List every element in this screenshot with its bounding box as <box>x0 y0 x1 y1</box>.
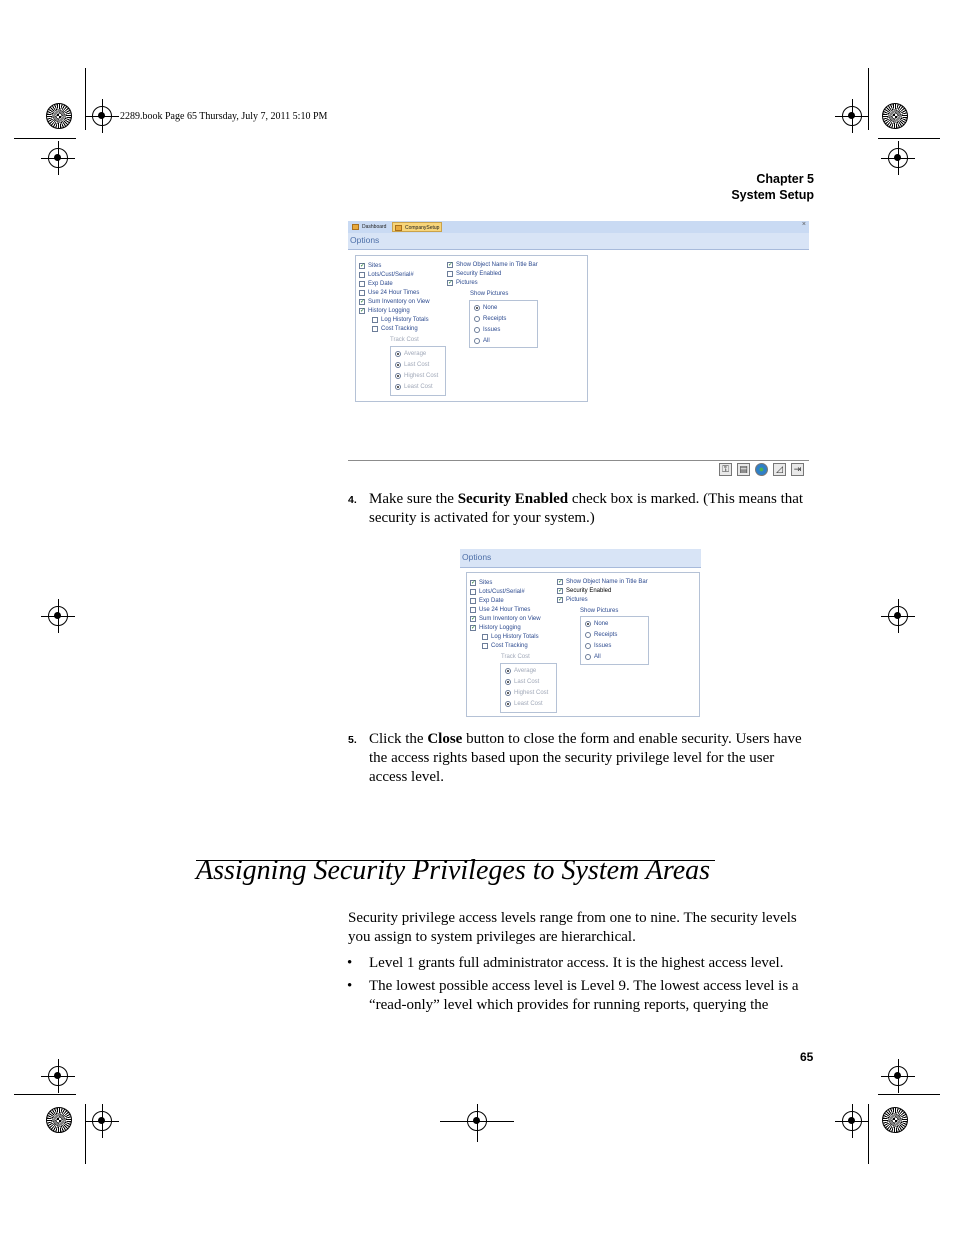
tab-company-setup[interactable]: CompanySetup <box>392 222 442 232</box>
book-meta: 2289.book Page 65 Thursday, July 7, 2011 5:10 PM <box>120 111 328 122</box>
registration-target-icon <box>92 106 112 126</box>
registration-target-icon <box>888 606 908 626</box>
registration-target-icon <box>48 606 68 626</box>
registration-target-icon <box>92 1111 112 1131</box>
globe-icon[interactable]: ● <box>755 463 768 476</box>
status-bar-divider <box>348 460 809 461</box>
log-history-totals-checkbox[interactable]: Log History Totals <box>482 633 539 641</box>
step-number: 4. <box>348 494 357 506</box>
track-cost-group <box>390 346 446 396</box>
log-history-totals-checkbox[interactable]: Log History Totals <box>372 316 429 324</box>
security-enabled-checkbox[interactable]: ✓ Security Enabled <box>557 587 611 595</box>
radio-least-cost[interactable]: Least Cost <box>395 383 433 391</box>
track-cost-label: Track Cost <box>501 654 530 660</box>
radio-highest-cost[interactable]: Highest Cost <box>395 372 438 380</box>
screenshot-options-security-enabled <box>460 549 701 718</box>
screenshot-company-setup <box>348 221 809 481</box>
radio-none[interactable]: None <box>585 620 608 628</box>
options-panel <box>355 255 588 402</box>
options-header: Options <box>348 233 809 250</box>
registration-target-icon <box>842 106 862 126</box>
cost-tracking-checkbox[interactable]: Cost Tracking <box>482 642 528 650</box>
view-icon[interactable]: ▤ <box>737 463 750 476</box>
section-title: Assigning Security Privileges to System Areas <box>196 855 711 886</box>
form-icon <box>352 224 359 230</box>
show-object-name-checkbox[interactable]: ✓ Show Object Name in Title Bar <box>557 578 648 586</box>
sum-inventory-checkbox[interactable]: ✓ Sum Inventory on View <box>470 615 541 623</box>
bullet-text: The lowest possible access level is Level 9. The lowest access level is a “read-only” level which provides for running reports, querying the <box>369 978 799 1013</box>
running-header <box>731 171 814 203</box>
key-icon[interactable]: ⚿ <box>719 463 732 476</box>
radio-highest-cost[interactable]: Highest Cost <box>505 689 548 697</box>
bullet-icon: • <box>347 978 353 994</box>
radio-none[interactable]: None <box>474 304 497 312</box>
show-object-name-checkbox[interactable]: ✓ Show Object Name in Title Bar <box>447 261 538 269</box>
radio-issues[interactable]: Issues <box>474 326 500 334</box>
track-cost-label: Track Cost <box>390 337 419 343</box>
bullet-text: Level 1 grants full administrator access. It is the highest access level. <box>369 955 784 971</box>
radio-issues[interactable]: Issues <box>585 642 611 650</box>
sum-inventory-checkbox[interactable]: ✓ Sum Inventory on View <box>359 298 430 306</box>
show-pictures-label: Show Pictures <box>470 291 509 297</box>
security-enabled-checkbox[interactable]: Security Enabled <box>447 270 501 278</box>
radio-all[interactable]: All <box>474 337 490 345</box>
radio-receipts[interactable]: Receipts <box>474 315 506 323</box>
show-pictures-label: Show Pictures <box>580 608 619 614</box>
step-5-text: Click the Close button to close the form and enable security. Users have the access rights based upon the security privilege level for the user access level. <box>369 731 802 785</box>
step-4-text: Make sure the Security Enabled check box is marked. (This means that security is activated for your system.) <box>369 491 804 526</box>
pictures-checkbox[interactable]: ✓ Pictures <box>447 279 478 287</box>
sites-checkbox[interactable]: ✓ Sites <box>470 579 492 587</box>
registration-starburst-icon <box>882 103 908 129</box>
tab-dashboard[interactable]: Dashboard <box>350 222 392 232</box>
registration-target-icon <box>888 1066 908 1086</box>
cost-tracking-checkbox[interactable]: Cost Tracking <box>372 325 418 333</box>
radio-all[interactable]: All <box>585 653 601 661</box>
radio-last-cost[interactable]: Last Cost <box>505 678 539 686</box>
radio-receipts[interactable]: Receipts <box>585 631 617 639</box>
use-24-hour-checkbox[interactable]: Use 24 Hour Times <box>470 606 530 614</box>
step-number: 5. <box>348 734 357 746</box>
registration-starburst-icon <box>46 103 72 129</box>
radio-least-cost[interactable]: Least Cost <box>505 700 543 708</box>
options-panel <box>466 572 700 717</box>
registration-target-icon <box>48 148 68 168</box>
exp-date-checkbox[interactable]: Exp Date <box>470 597 504 605</box>
pictures-checkbox[interactable]: ✓ Pictures <box>557 596 588 604</box>
bullet-icon: • <box>347 955 353 971</box>
history-logging-checkbox[interactable]: ✓ History Logging <box>359 307 410 315</box>
section-label: System Setup <box>731 188 814 202</box>
radio-last-cost[interactable]: Last Cost <box>395 361 429 369</box>
page-number: 65 <box>800 1050 814 1064</box>
exit-icon[interactable]: ⇥ <box>791 463 804 476</box>
use-24-hour-checkbox[interactable]: Use 24 Hour Times <box>359 289 419 297</box>
sites-checkbox[interactable]: ✓ Sites <box>359 262 381 270</box>
options-header: Options <box>460 549 701 568</box>
radio-average[interactable]: Average <box>395 350 426 358</box>
lots-checkbox[interactable]: Lots/Cust/Serial# <box>359 271 414 279</box>
close-icon[interactable]: × <box>801 221 806 228</box>
history-logging-checkbox[interactable]: ✓ History Logging <box>470 624 521 632</box>
exp-date-checkbox[interactable]: Exp Date <box>359 280 393 288</box>
section-intro: Security privilege access levels range from one to nine. The security levels you assign to system privileges are hierarchical. <box>348 910 797 945</box>
lots-checkbox[interactable]: Lots/Cust/Serial# <box>470 588 525 596</box>
registration-target-icon <box>842 1111 862 1131</box>
show-pictures-group <box>580 616 649 665</box>
chapter-label: Chapter 5 <box>756 172 814 186</box>
show-pictures-group <box>469 300 538 348</box>
registration-target-icon <box>888 148 908 168</box>
registration-starburst-icon <box>882 1107 908 1133</box>
registration-starburst-icon <box>46 1107 72 1133</box>
track-cost-group <box>500 663 557 713</box>
chart-icon[interactable]: ◿ <box>773 463 786 476</box>
radio-average[interactable]: Average <box>505 667 536 675</box>
registration-target-icon <box>48 1066 68 1086</box>
form-icon <box>395 225 402 231</box>
